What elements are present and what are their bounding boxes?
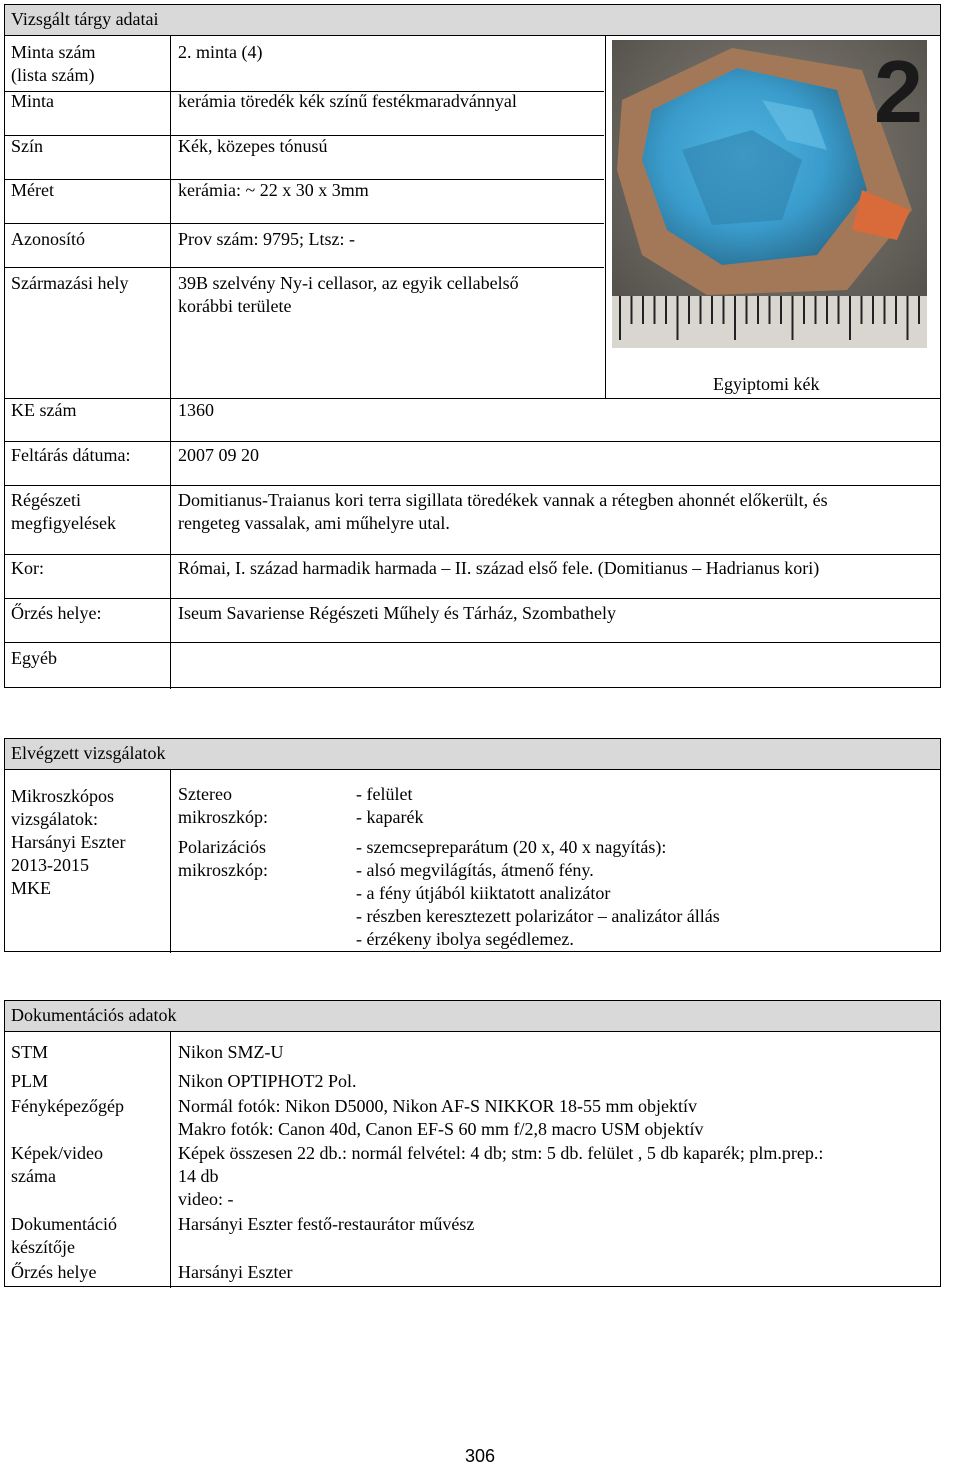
label-szarmazasi-hely: Származási hely xyxy=(11,273,129,293)
label-plm: PLM xyxy=(11,1071,49,1091)
photo-caption: Egyiptomi kék xyxy=(713,374,820,394)
label-egyeb: Egyéb xyxy=(11,648,57,668)
label-minta-szam: Minta szám (lista szám) xyxy=(11,42,96,85)
section-header-documentation: Dokumentációs adatok xyxy=(5,1001,940,1032)
examinations-table xyxy=(4,738,941,952)
value-minta-szam: 2. minta (4) xyxy=(178,42,263,62)
value-azonosito: Prov szám: 9795; Ltsz: - xyxy=(178,229,355,249)
value-feltaras-datuma: 2007 09 20 xyxy=(178,445,259,465)
sample-photo-number: 2 xyxy=(874,42,923,141)
label-minta: Minta xyxy=(11,91,54,111)
value-plm: Nikon OPTIPHOT2 Pol. xyxy=(178,1071,357,1091)
label-azonosito: Azonosító xyxy=(11,229,85,249)
stereo-items: - felület - kaparék xyxy=(356,784,424,827)
label-orzes-helye: Őrzés helye: xyxy=(11,603,102,623)
documentation-table xyxy=(4,1000,941,1287)
value-szin: Kék, közepes tónusú xyxy=(178,136,328,156)
sample-photo-illustration xyxy=(612,40,927,348)
value-stm: Nikon SMZ-U xyxy=(178,1042,284,1062)
microscopy-info: Mikroszkópos vizsgálatok: Harsányi Eszter 2013-2015 MKE xyxy=(11,786,126,898)
value-minta: kerámia töredék kék színű festékmaradvánnyal xyxy=(178,91,517,111)
value-regeszeti-megfigyelesek: Domitianus-Traianus kori terra sigillata töredékek vannak a rétegben ahonnét előkerült, és rengeteg vassalak, ami műhelyre utal. xyxy=(178,490,828,533)
value-meret: kerámia: ~ 22 x 30 x 3mm xyxy=(178,180,369,200)
value-camera: Normál fotók: Nikon D5000, Nikon AF-S NIKKOR 18-55 mm objektív Makro fotók: Canon 40d, Canon EF-S 60 mm f/2,8 macro USM objektív xyxy=(178,1096,704,1139)
value-documentation-author: Harsányi Eszter festő-restaurátor művész xyxy=(178,1214,475,1234)
label-stereo-microscope: Sztereo mikroszkóp: xyxy=(178,784,268,827)
label-stm: STM xyxy=(11,1042,49,1062)
section-header-examinations: Elvégzett vizsgálatok xyxy=(5,739,940,770)
label-images-count: Képek/video száma xyxy=(11,1143,103,1186)
label-szin: Szín xyxy=(11,136,44,156)
label-kor: Kor: xyxy=(11,558,44,578)
label-feltaras-datuma: Feltárás dátuma: xyxy=(11,445,131,465)
sample-photo xyxy=(612,40,927,348)
value-orzes-helye: Iseum Savariense Régészeti Műhely és Tárház, Szombathely xyxy=(178,603,617,623)
value-images-count: Képek összesen 22 db.: normál felvétel: 4 db; stm: 5 db. felület , 5 db kaparék; plm.prep.: 14 db video: - xyxy=(178,1143,824,1209)
label-storage-location: Őrzés helye xyxy=(11,1262,97,1282)
label-polarization-microscope: Polarizációs mikroszkóp: xyxy=(178,837,268,880)
page-number: 306 xyxy=(464,1446,496,1466)
label-camera: Fényképezőgép xyxy=(11,1096,124,1116)
value-szarmazasi-hely: 39B szelvény Ny-i cellasor, az egyik cellabelső korábbi területe xyxy=(178,273,519,316)
label-documentation-author: Dokumentáció készítője xyxy=(11,1214,117,1257)
section-header-object-data: Vizsgált tárgy adatai xyxy=(5,5,940,36)
polarization-items: - szemcsepreparátum (20 x, 40 x nagyítás): - alsó megvilágítás, átmenő fény. - a fény útjából kiiktatott analizátor - részben keresztezett polarizátor – analizátor állás - érzékeny ibolya segédlemez. xyxy=(356,837,720,949)
value-kor: Római, I. század harmadik harmada – II. század első fele. (Domitianus – Hadrianus kori) xyxy=(178,558,820,578)
value-storage-location: Harsányi Eszter xyxy=(178,1262,293,1282)
value-ke-szam: 1360 xyxy=(178,400,214,420)
label-ke-szam: KE szám xyxy=(11,400,77,420)
label-regeszeti-megfigyelesek: Régészeti megfigyelések xyxy=(11,490,116,533)
label-meret: Méret xyxy=(11,180,54,200)
